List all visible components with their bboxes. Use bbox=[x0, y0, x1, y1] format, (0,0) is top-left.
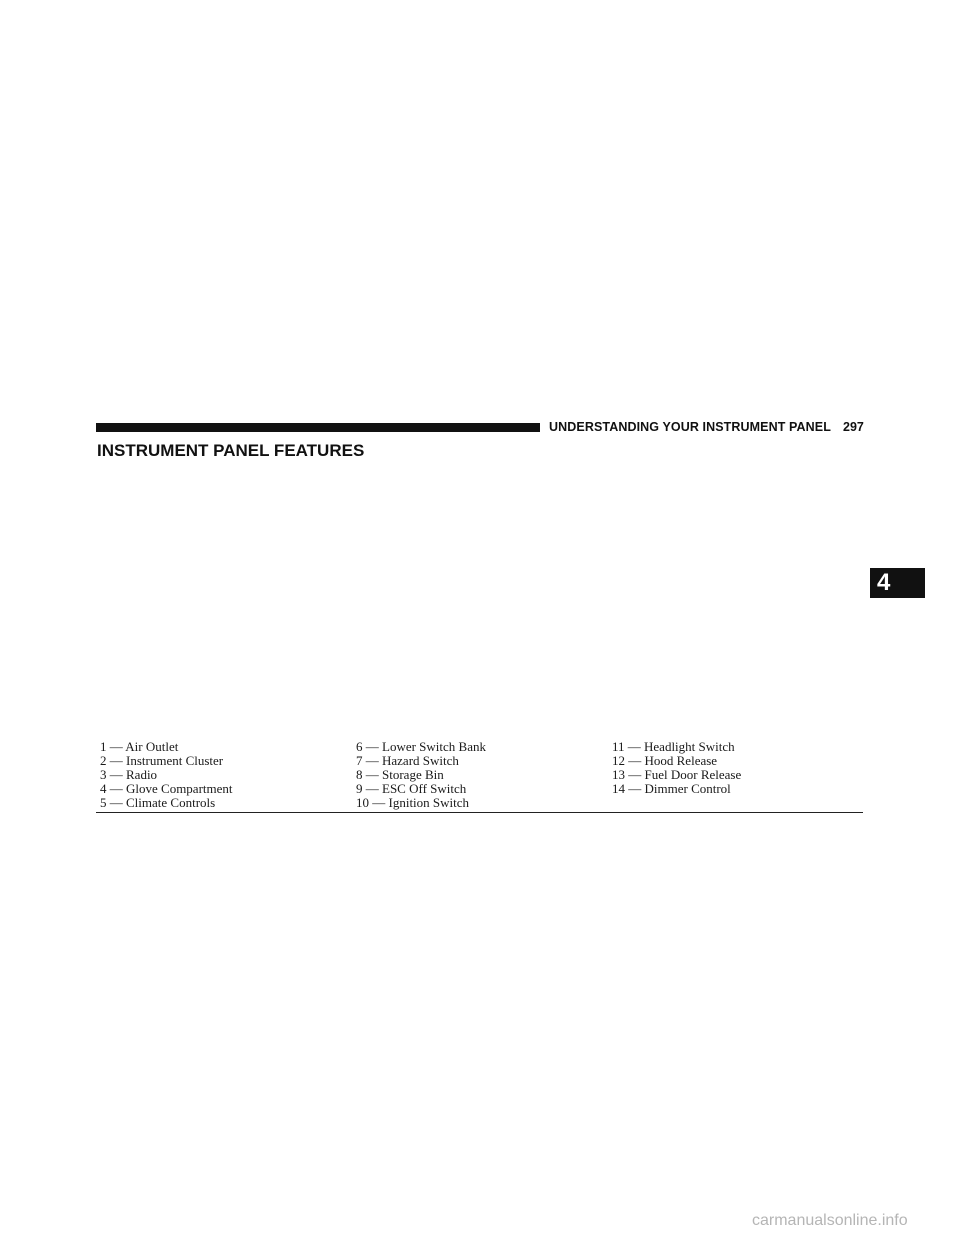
legend-item: 9 — ESC Off Switch bbox=[356, 781, 467, 796]
legend-item: 12 — Hood Release bbox=[612, 753, 718, 768]
chapter-tab[interactable]: 4 bbox=[870, 568, 925, 598]
legend-column-2 bbox=[356, 740, 486, 810]
legend-column-3 bbox=[612, 740, 741, 796]
legend-item: 1 — Air Outlet bbox=[100, 739, 179, 754]
legend-item: 5 — Climate Controls bbox=[100, 795, 216, 810]
legend-item: 2 — Instrument Cluster bbox=[100, 753, 224, 768]
legend-item: 6 — Lower Switch Bank bbox=[356, 739, 486, 754]
watermark: carmanualsonline.info bbox=[752, 1212, 908, 1229]
legend-item: 7 — Hazard Switch bbox=[356, 753, 459, 768]
legend-item: 8 — Storage Bin bbox=[356, 767, 444, 782]
running-header-title: UNDERSTANDING YOUR INSTRUMENT PANEL bbox=[549, 420, 831, 434]
legend-item: 4 — Glove Compartment bbox=[100, 781, 233, 796]
legend-item: 10 — Ignition Switch bbox=[356, 795, 470, 810]
legend-item: 11 — Headlight Switch bbox=[612, 739, 735, 754]
legend-column-1 bbox=[100, 740, 233, 810]
page-number: 297 bbox=[843, 420, 864, 434]
section-title: INSTRUMENT PANEL FEATURES bbox=[97, 441, 365, 460]
legend-item: 13 — Fuel Door Release bbox=[612, 767, 742, 782]
header-bar bbox=[96, 423, 540, 432]
legend-item: 14 — Dimmer Control bbox=[612, 781, 731, 796]
legend-divider bbox=[96, 812, 863, 813]
legend-item: 3 — Radio bbox=[100, 767, 158, 782]
